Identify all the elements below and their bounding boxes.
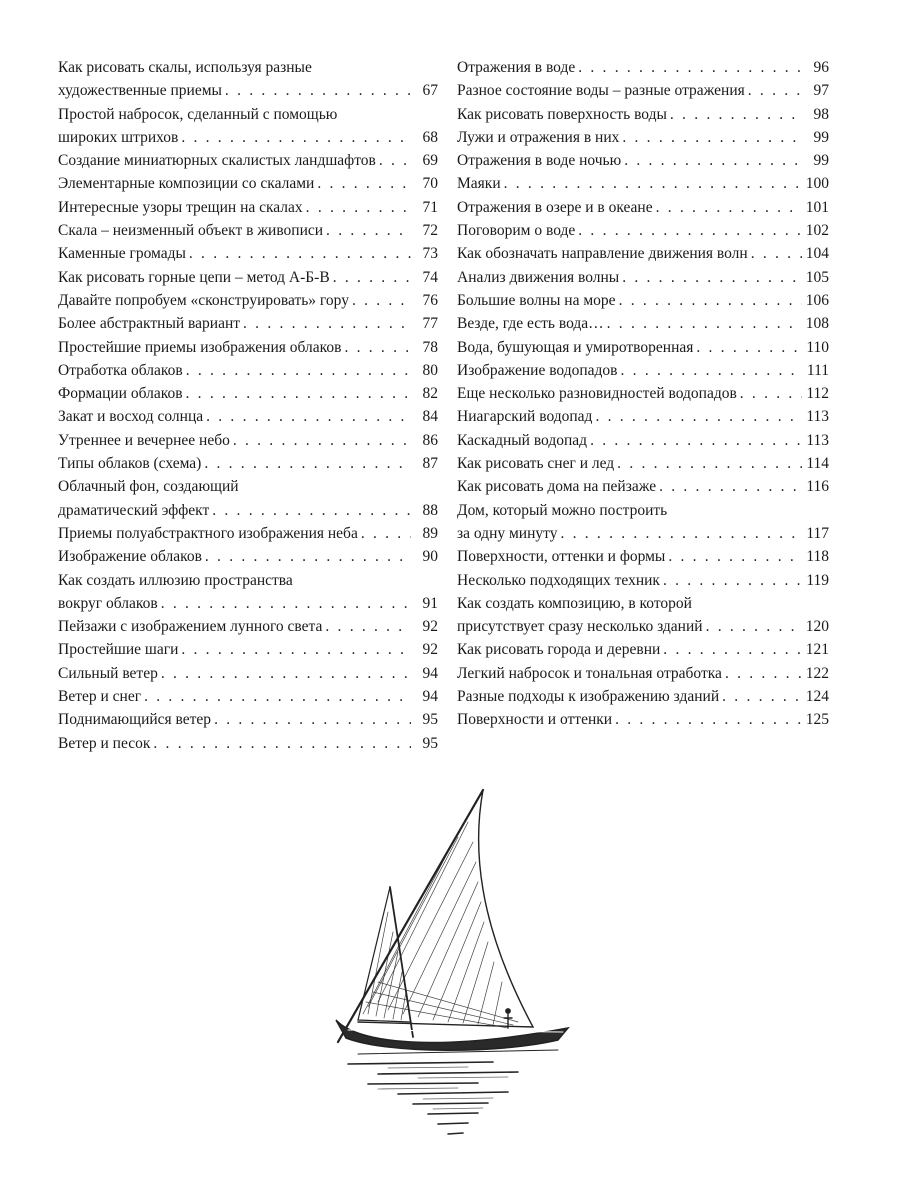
toc-entry-row: [457, 196, 829, 219]
toc-entry-page-number: 108: [805, 315, 829, 333]
dot-leader: [621, 359, 802, 382]
toc-entry[interactable]: [58, 266, 438, 289]
toc-entry-page-number: 114: [806, 455, 829, 473]
toc-entry-page-number: 88: [422, 501, 438, 519]
toc-entry-row: [58, 452, 438, 475]
toc-entry[interactable]: [58, 429, 438, 452]
toc-entry[interactable]: [58, 172, 438, 195]
toc-entry[interactable]: [457, 149, 829, 172]
toc-entry-title: Более абстрактный вариант: [58, 315, 241, 333]
toc-entry-title-line: Как создать иллюзию пространства: [58, 571, 293, 589]
toc-entry[interactable]: [58, 475, 438, 522]
toc-entry-page-number: 99: [813, 152, 829, 170]
toc-entry-row: [457, 266, 829, 289]
toc-entry-title-line: Дом, который можно построить: [457, 501, 668, 519]
dot-leader: [206, 405, 411, 428]
toc-entry-page-number: 116: [806, 478, 829, 496]
toc-entry[interactable]: [457, 592, 829, 639]
toc-entry-title: Разное состояние воды – разные отражения: [457, 82, 745, 100]
dot-leader: [656, 196, 802, 219]
toc-entry-page-number: 87: [422, 455, 438, 473]
toc-entry-title: Вода, бушующая и умиротворенная: [457, 338, 694, 356]
toc-entry-row: [457, 545, 829, 568]
dot-leader: [668, 545, 802, 568]
dot-leader: [325, 615, 411, 638]
toc-entry[interactable]: [58, 662, 438, 685]
toc-entry-title-line: Простой набросок, сделанный с помощью: [58, 105, 338, 123]
dot-leader: [181, 126, 411, 149]
toc-entry-page-number: 104: [805, 245, 829, 263]
toc-entry-row: [58, 592, 438, 615]
toc-entry-page-number: 100: [805, 175, 829, 193]
toc-entry-title: Закат и восход солнца: [58, 408, 204, 426]
toc-entry-row: [58, 429, 438, 452]
toc-entry-page-number: 92: [422, 641, 438, 659]
toc-entry-page-number: 72: [422, 222, 438, 240]
sailboat-illustration: [318, 782, 608, 1142]
toc-entry-title: Типы облаков (схема): [58, 455, 202, 473]
dot-leader: [578, 56, 802, 79]
toc-entry[interactable]: [457, 475, 829, 498]
toc-entry-title: вокруг облаков: [58, 594, 158, 612]
toc-entry[interactable]: [58, 615, 438, 638]
toc-entry-row: [58, 685, 438, 708]
toc-entry-row: [58, 732, 438, 755]
toc-entry-title: Сильный ветер: [58, 664, 158, 682]
dot-leader: [352, 289, 411, 312]
toc-entry[interactable]: [58, 219, 438, 242]
toc-entry[interactable]: [457, 382, 829, 405]
toc-entry[interactable]: [58, 708, 438, 731]
toc-entry-title: Ветер и песок: [58, 734, 151, 752]
toc-entry-title: Создание миниатюрных скалистых ландшафтов: [58, 152, 376, 170]
toc-entry[interactable]: [457, 405, 829, 428]
toc-entry-title: Еще несколько разновидностей водопадов: [457, 385, 737, 403]
dot-leader: [144, 685, 411, 708]
toc-entry-page-number: 105: [805, 268, 829, 286]
toc-entry-row: [457, 242, 829, 265]
toc-entry[interactable]: [58, 382, 438, 405]
toc-entry-row: [457, 172, 829, 195]
toc-entry-title: Как рисовать дома на пейзаже: [457, 478, 657, 496]
toc-entry-page-number: 92: [422, 618, 438, 636]
toc-entry-title: Лужи и отражения в них: [457, 128, 620, 146]
toc-entry[interactable]: [58, 289, 438, 312]
dot-leader: [619, 289, 802, 312]
toc-entry-row: [457, 103, 829, 126]
toc-entry-page-number: 119: [806, 571, 829, 589]
toc-entry-title: Поднимающийся ветер: [58, 711, 212, 729]
toc-entry-page-number: 77: [422, 315, 438, 333]
toc-entry[interactable]: [457, 685, 829, 708]
toc-entry-title-line: Как создать композицию, в которой: [457, 594, 692, 612]
toc-entry-page-number: 70: [422, 175, 438, 193]
toc-entry-page-number: 112: [806, 385, 829, 403]
toc-entry-row: [457, 336, 829, 359]
toc-entry-page-number: 111: [806, 361, 829, 379]
dot-leader: [333, 266, 411, 289]
toc-entry-title: Разные подходы к изображению зданий: [457, 688, 720, 706]
dot-leader: [590, 429, 802, 452]
toc-entry-title: Каскадный водопад: [457, 431, 588, 449]
toc-entry-page-number: 95: [422, 734, 438, 752]
toc-entry-page-number: 124: [805, 688, 829, 706]
toc-entry-row: [58, 662, 438, 685]
toc-entry-title: Поверхности и оттенки: [457, 711, 613, 729]
toc-entry[interactable]: [58, 242, 438, 265]
dot-leader: [607, 312, 802, 335]
toc-entry-page-number: 74: [422, 268, 438, 286]
toc-entry-row: [58, 149, 438, 172]
dot-leader: [306, 196, 411, 219]
toc-entry-title: за одну минуту: [457, 524, 558, 542]
toc-entry[interactable]: [457, 708, 829, 731]
dot-leader: [181, 638, 411, 661]
toc-entry[interactable]: [58, 336, 438, 359]
dot-leader: [663, 569, 802, 592]
toc-entry-title: Изображение водопадов: [457, 361, 618, 379]
toc-entry[interactable]: [457, 172, 829, 195]
dot-leader: [214, 708, 411, 731]
toc-entry[interactable]: [58, 149, 438, 172]
toc-entry-page-number: 78: [422, 338, 438, 356]
toc-entry[interactable]: [58, 685, 438, 708]
toc-entry-page-number: 96: [813, 59, 829, 76]
toc-entry-title: Скала – неизменный объект в живописи: [58, 222, 324, 240]
toc-entry[interactable]: [58, 569, 438, 616]
toc-entry[interactable]: [457, 499, 829, 546]
toc-entry[interactable]: [457, 289, 829, 312]
toc-entry-page-number: 102: [805, 222, 829, 240]
toc-entry[interactable]: [457, 312, 829, 335]
toc-entry-row: [58, 219, 438, 242]
toc-entry-row: [58, 196, 438, 219]
toc-entry-page-number: 120: [805, 618, 829, 636]
toc-entry[interactable]: [58, 56, 438, 103]
toc-entry-title: Большие волны на море: [457, 291, 616, 309]
toc-entry-row: [58, 312, 438, 335]
toc-entry-title-line: Облачный фон, создающий: [58, 478, 239, 496]
toc-entry-title: Отражения в воде: [457, 59, 576, 76]
toc-entry-title: Элементарные композиции со скалами: [58, 175, 315, 193]
toc-entry-title: драматический эффект: [58, 501, 210, 519]
dot-leader: [663, 638, 802, 661]
toc-entry[interactable]: [457, 79, 829, 102]
toc-entry-title: Утреннее и вечернее небо: [58, 431, 230, 449]
toc-entry-title: Поговорим о воде: [457, 222, 576, 240]
toc-entry-row: [58, 499, 438, 522]
toc-entry[interactable]: [457, 662, 829, 685]
dot-leader: [153, 732, 411, 755]
toc-entry[interactable]: [457, 126, 829, 149]
dot-leader: [595, 405, 802, 428]
toc-entry[interactable]: [58, 103, 438, 150]
toc-entry-title: Отражения в озере и в океане: [457, 198, 653, 216]
toc-entry[interactable]: [457, 336, 829, 359]
toc-entry-row: [58, 336, 438, 359]
toc-entry-page-number: 90: [422, 548, 438, 566]
toc-entry-title: Как рисовать города и деревни: [457, 641, 661, 659]
toc-entry[interactable]: [58, 522, 438, 545]
toc-entry[interactable]: [58, 405, 438, 428]
toc-entry-row: [457, 475, 829, 498]
toc-entry-title: Как рисовать горные цепи – метод А-Б-В: [58, 268, 330, 286]
toc-entry-title: Как обозначать направление движения волн: [457, 245, 748, 263]
toc-entry-page-number: 67: [422, 82, 438, 100]
toc-entry-page-number: 95: [422, 711, 438, 729]
toc-entry-row: [58, 126, 438, 149]
dot-leader: [361, 522, 411, 545]
toc-entry-row: [457, 312, 829, 335]
dot-leader: [622, 266, 802, 289]
toc-entry[interactable]: [457, 429, 829, 452]
toc-entry[interactable]: [457, 242, 829, 265]
toc-entry-title: Несколько подходящих техник: [457, 571, 660, 589]
dot-leader: [615, 708, 802, 731]
toc-entry-row: [58, 638, 438, 661]
toc-left-column: [58, 56, 438, 755]
toc-entry-page-number: 89: [422, 524, 438, 542]
toc-entry-title: Отработка облаков: [58, 361, 183, 379]
toc-entry-page-number: 82: [422, 385, 438, 403]
toc-entry[interactable]: [457, 569, 829, 592]
toc-entry-row: [58, 615, 438, 638]
toc-entry-page-number: 113: [806, 431, 829, 449]
toc-entry-title: Поверхности, оттенки и формы: [457, 548, 666, 566]
toc-right-column: [457, 56, 829, 732]
dot-leader: [186, 382, 411, 405]
dot-leader: [233, 429, 411, 452]
toc-entry-page-number: 117: [806, 524, 829, 542]
toc-entry-page-number: 125: [805, 711, 829, 729]
toc-entry-title-line: Как рисовать скалы, используя разные: [58, 59, 312, 76]
toc-entry-row: [58, 266, 438, 289]
dot-leader: [161, 662, 411, 685]
toc-entry-row: [457, 289, 829, 312]
dot-leader: [344, 336, 411, 359]
toc-entry-page-number: 94: [422, 688, 438, 706]
toc-entry[interactable]: [457, 219, 829, 242]
dot-leader: [186, 359, 411, 382]
dot-leader: [161, 592, 411, 615]
toc-entry-page-number: 86: [422, 431, 438, 449]
toc-entry[interactable]: [457, 103, 829, 126]
dot-leader: [706, 615, 802, 638]
dot-leader: [696, 336, 802, 359]
toc-entry-title: Анализ движения волны: [457, 268, 620, 286]
toc-entry[interactable]: [58, 545, 438, 568]
toc-entry-title: Легкий набросок и тональная отработка: [457, 664, 722, 682]
toc-entry-title: Приемы полуабстрактного изображения неба: [58, 524, 358, 542]
dot-leader: [725, 662, 802, 685]
toc-entry-title: Изображение облаков: [58, 548, 202, 566]
toc-entry-row: [457, 359, 829, 382]
toc-entry-row: [457, 452, 829, 475]
toc-entry[interactable]: [58, 732, 438, 755]
toc-entry-title: Интересные узоры трещин на скалах: [58, 198, 303, 216]
toc-entry[interactable]: [58, 638, 438, 661]
toc-entry-title: Как рисовать поверхность воды: [457, 105, 667, 123]
toc-entry-title: Отражения в воде ночью: [457, 152, 622, 170]
toc-entry-row: [58, 172, 438, 195]
dot-leader: [317, 172, 411, 195]
toc-entry[interactable]: [457, 545, 829, 568]
toc-entry-page-number: 76: [422, 291, 438, 309]
toc-entry-title: Простейшие приемы изображения облаков: [58, 338, 342, 356]
toc-entry-row: [58, 242, 438, 265]
dot-leader: [243, 312, 411, 335]
toc-entry-row: [58, 289, 438, 312]
toc-entry[interactable]: [457, 452, 829, 475]
toc-entry-row: [457, 685, 829, 708]
dot-leader: [617, 452, 802, 475]
toc-entry[interactable]: [58, 359, 438, 382]
toc-entry-row: [457, 219, 829, 242]
toc-entry-page-number: 122: [805, 664, 829, 682]
toc-entry-title: Маяки: [457, 175, 501, 193]
dot-leader: [748, 79, 802, 102]
toc-entry[interactable]: [457, 196, 829, 219]
toc-entry-row: [457, 79, 829, 102]
toc-entry-title: Как рисовать снег и лед: [457, 455, 615, 473]
toc-entry-row: [58, 382, 438, 405]
dot-leader: [560, 522, 802, 545]
toc-entry-title: Давайте попробуем «сконструировать» гору: [58, 291, 349, 309]
toc-entry[interactable]: [457, 56, 829, 79]
dot-leader: [204, 452, 411, 475]
toc-entry-page-number: 118: [806, 548, 829, 566]
dot-leader: [624, 149, 802, 172]
toc-entry-row: [457, 405, 829, 428]
toc-entry-row: [457, 429, 829, 452]
toc-entry-row: [457, 382, 829, 405]
toc-entry-row: [457, 569, 829, 592]
toc-entry-title: художественные приемы: [58, 82, 222, 100]
dot-leader: [740, 382, 802, 405]
toc-entry-row: [58, 545, 438, 568]
toc-entry-page-number: 73: [422, 245, 438, 263]
dot-leader: [225, 79, 411, 102]
toc-entry-title: Формации облаков: [58, 385, 183, 403]
dot-leader: [722, 685, 802, 708]
toc-entry-row: [58, 359, 438, 382]
toc-entry-title: Везде, где есть вода…: [457, 315, 604, 333]
toc-entry[interactable]: [457, 359, 829, 382]
toc-entry-page-number: 80: [422, 361, 438, 379]
toc-entry-row: [457, 56, 829, 79]
toc-entry-title: широких штрихов: [58, 128, 179, 146]
toc-entry-page-number: 94: [422, 664, 438, 682]
toc-entry-page-number: 84: [422, 408, 438, 426]
dot-leader: [751, 242, 802, 265]
toc-entry-title: Ветер и снег: [58, 688, 142, 706]
toc-entry-title: Ниагарский водопад: [457, 408, 593, 426]
toc-entry-page-number: 113: [806, 408, 829, 426]
toc-entry-title: присутствует сразу несколько зданий: [457, 618, 703, 636]
toc-entry-row: [457, 149, 829, 172]
toc-entry-row: [58, 79, 438, 102]
toc-entry-title: Каменные громады: [58, 245, 186, 263]
dot-leader: [659, 475, 802, 498]
toc-entry-title: Простейшие шаги: [58, 641, 179, 659]
toc-entry-row: [457, 615, 829, 638]
dot-leader: [578, 219, 802, 242]
toc-entry-row: [457, 126, 829, 149]
toc-entry[interactable]: [58, 196, 438, 219]
toc-entry-page-number: 91: [422, 594, 438, 612]
toc-entry-row: [58, 405, 438, 428]
toc-entry[interactable]: [58, 312, 438, 335]
toc-entry-row: [457, 638, 829, 661]
dot-leader: [622, 126, 802, 149]
toc-entry-row: [457, 662, 829, 685]
toc-entry-row: [457, 708, 829, 731]
toc-entry-page-number: 69: [422, 152, 438, 170]
toc-entry-page-number: 110: [806, 338, 829, 356]
sailboat-icon: [336, 790, 568, 1134]
dot-leader: [326, 219, 411, 242]
dot-leader: [670, 103, 802, 126]
toc-entry-page-number: 97: [813, 82, 829, 100]
toc-entry-title: Пейзажи с изображением лунного света: [58, 618, 323, 636]
dot-leader: [189, 242, 411, 265]
toc-entry-page-number: 106: [805, 291, 829, 309]
toc-entry-page-number: 98: [813, 105, 829, 123]
toc-entry-page-number: 99: [813, 128, 829, 146]
toc-entry[interactable]: [58, 452, 438, 475]
toc-entry-row: [58, 522, 438, 545]
toc-entry[interactable]: [457, 266, 829, 289]
dot-leader: [205, 545, 411, 568]
dot-leader: [379, 149, 411, 172]
toc-entry-page-number: 101: [805, 198, 829, 216]
dot-leader: [212, 499, 411, 522]
toc-entry-page-number: 71: [422, 198, 438, 216]
toc-entry-row: [58, 708, 438, 731]
toc-entry-row: [457, 522, 829, 545]
toc-entry-page-number: 121: [805, 641, 829, 659]
toc-entry-page-number: 68: [422, 128, 438, 146]
dot-leader: [504, 172, 802, 195]
toc-entry[interactable]: [457, 638, 829, 661]
